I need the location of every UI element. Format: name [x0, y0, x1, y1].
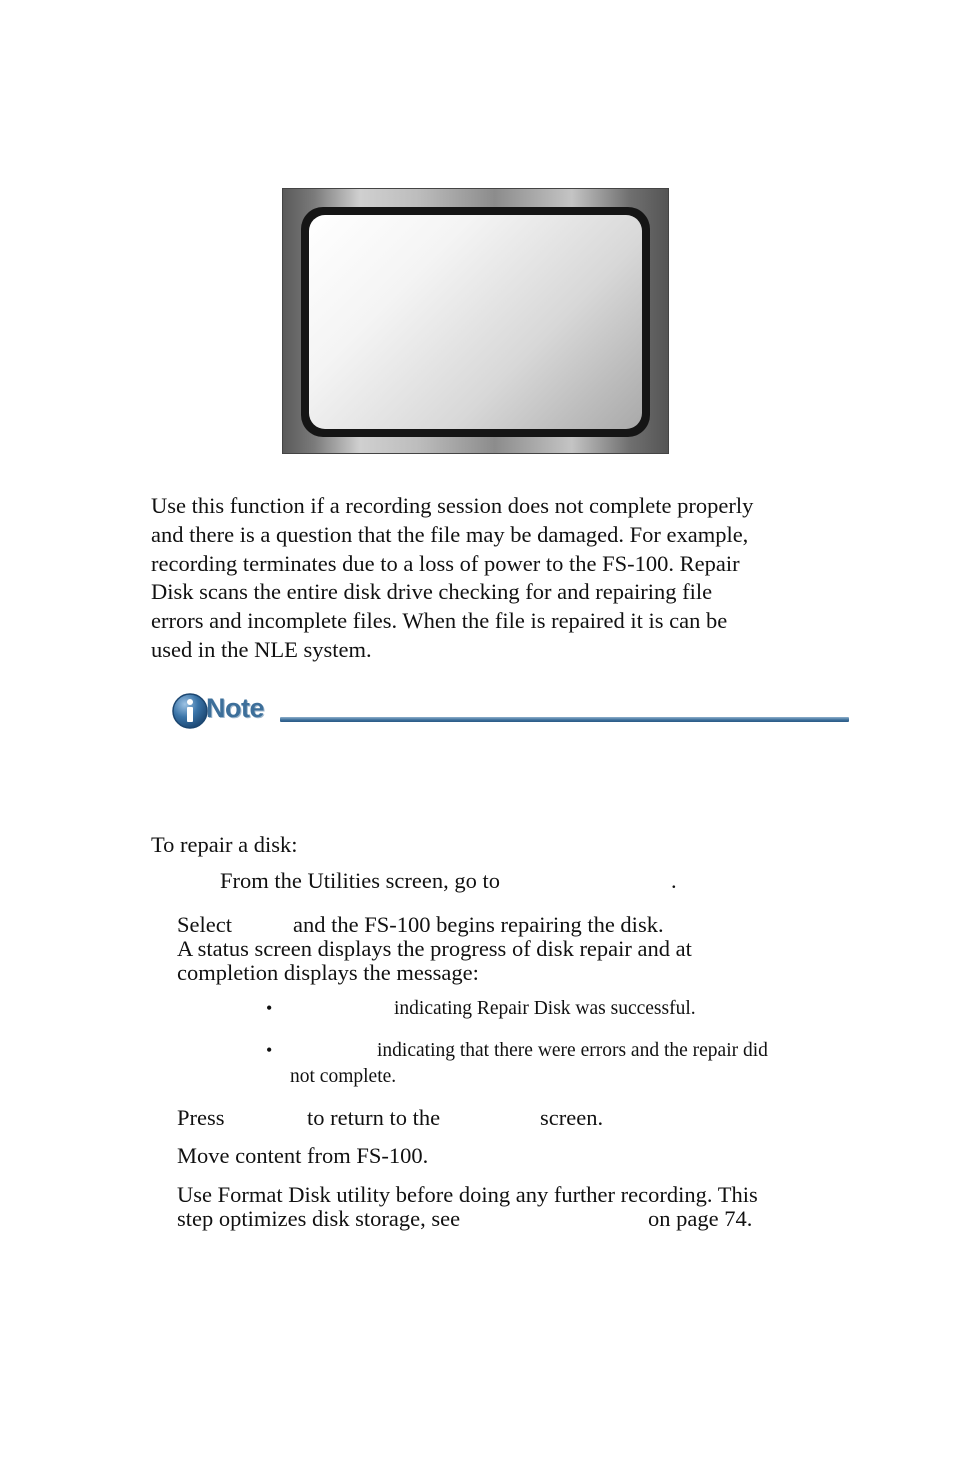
step2-text: and the FS-100 begins repairing the disk.	[293, 912, 664, 937]
intro-line: and there is a question that the file may be damaged. For example,	[151, 521, 749, 547]
intro-line: used in the NLE system.	[151, 637, 372, 662]
step4-text: Move content from FS-100.	[177, 1143, 429, 1168]
lcd-screen-illustration	[282, 188, 669, 454]
lcd-bezel	[301, 207, 650, 437]
bullet-mark: •	[266, 998, 273, 1018]
step5-line2b: on page 74.	[648, 1206, 753, 1231]
intro-line: Use this function if a recording session does not complete properly	[151, 493, 754, 518]
intro-line: recording terminates due to a loss of power to the FS-100. Repair	[151, 550, 740, 576]
note-label: Note	[206, 693, 264, 723]
bullet-success-text: indicating Repair Disk was successful.	[394, 998, 696, 1019]
bullet-error-cont: not complete.	[290, 1066, 397, 1087]
step3-press: Press	[177, 1105, 225, 1130]
bullet-error-text: indicating that there were errors and the repair did	[377, 1040, 768, 1061]
step5-line1: Use Format Disk utility before doing any further recording. This	[177, 1182, 758, 1207]
step1-end: .	[671, 868, 677, 893]
step3-return: to return to the	[307, 1105, 441, 1130]
note-divider	[280, 717, 849, 722]
lcd-display	[309, 215, 642, 429]
intro-line: errors and incomplete files. When the file is repaired it is can be	[151, 608, 728, 634]
step1-text: From the Utilities screen, go to	[220, 868, 500, 893]
step2-line3: completion displays the message:	[177, 960, 479, 985]
info-icon	[171, 692, 209, 730]
step2-select: Select	[177, 912, 232, 937]
bullet-mark: •	[266, 1040, 273, 1060]
step5-line2a: step optimizes disk storage, see	[177, 1206, 461, 1231]
step2-line2: A status screen displays the progress of disk repair and at	[177, 936, 692, 961]
procedure-heading: To repair a disk:	[151, 832, 298, 857]
step3-screen: screen.	[540, 1105, 604, 1130]
intro-line: Disk scans the entire disk drive checking for and repairing file	[151, 579, 713, 605]
